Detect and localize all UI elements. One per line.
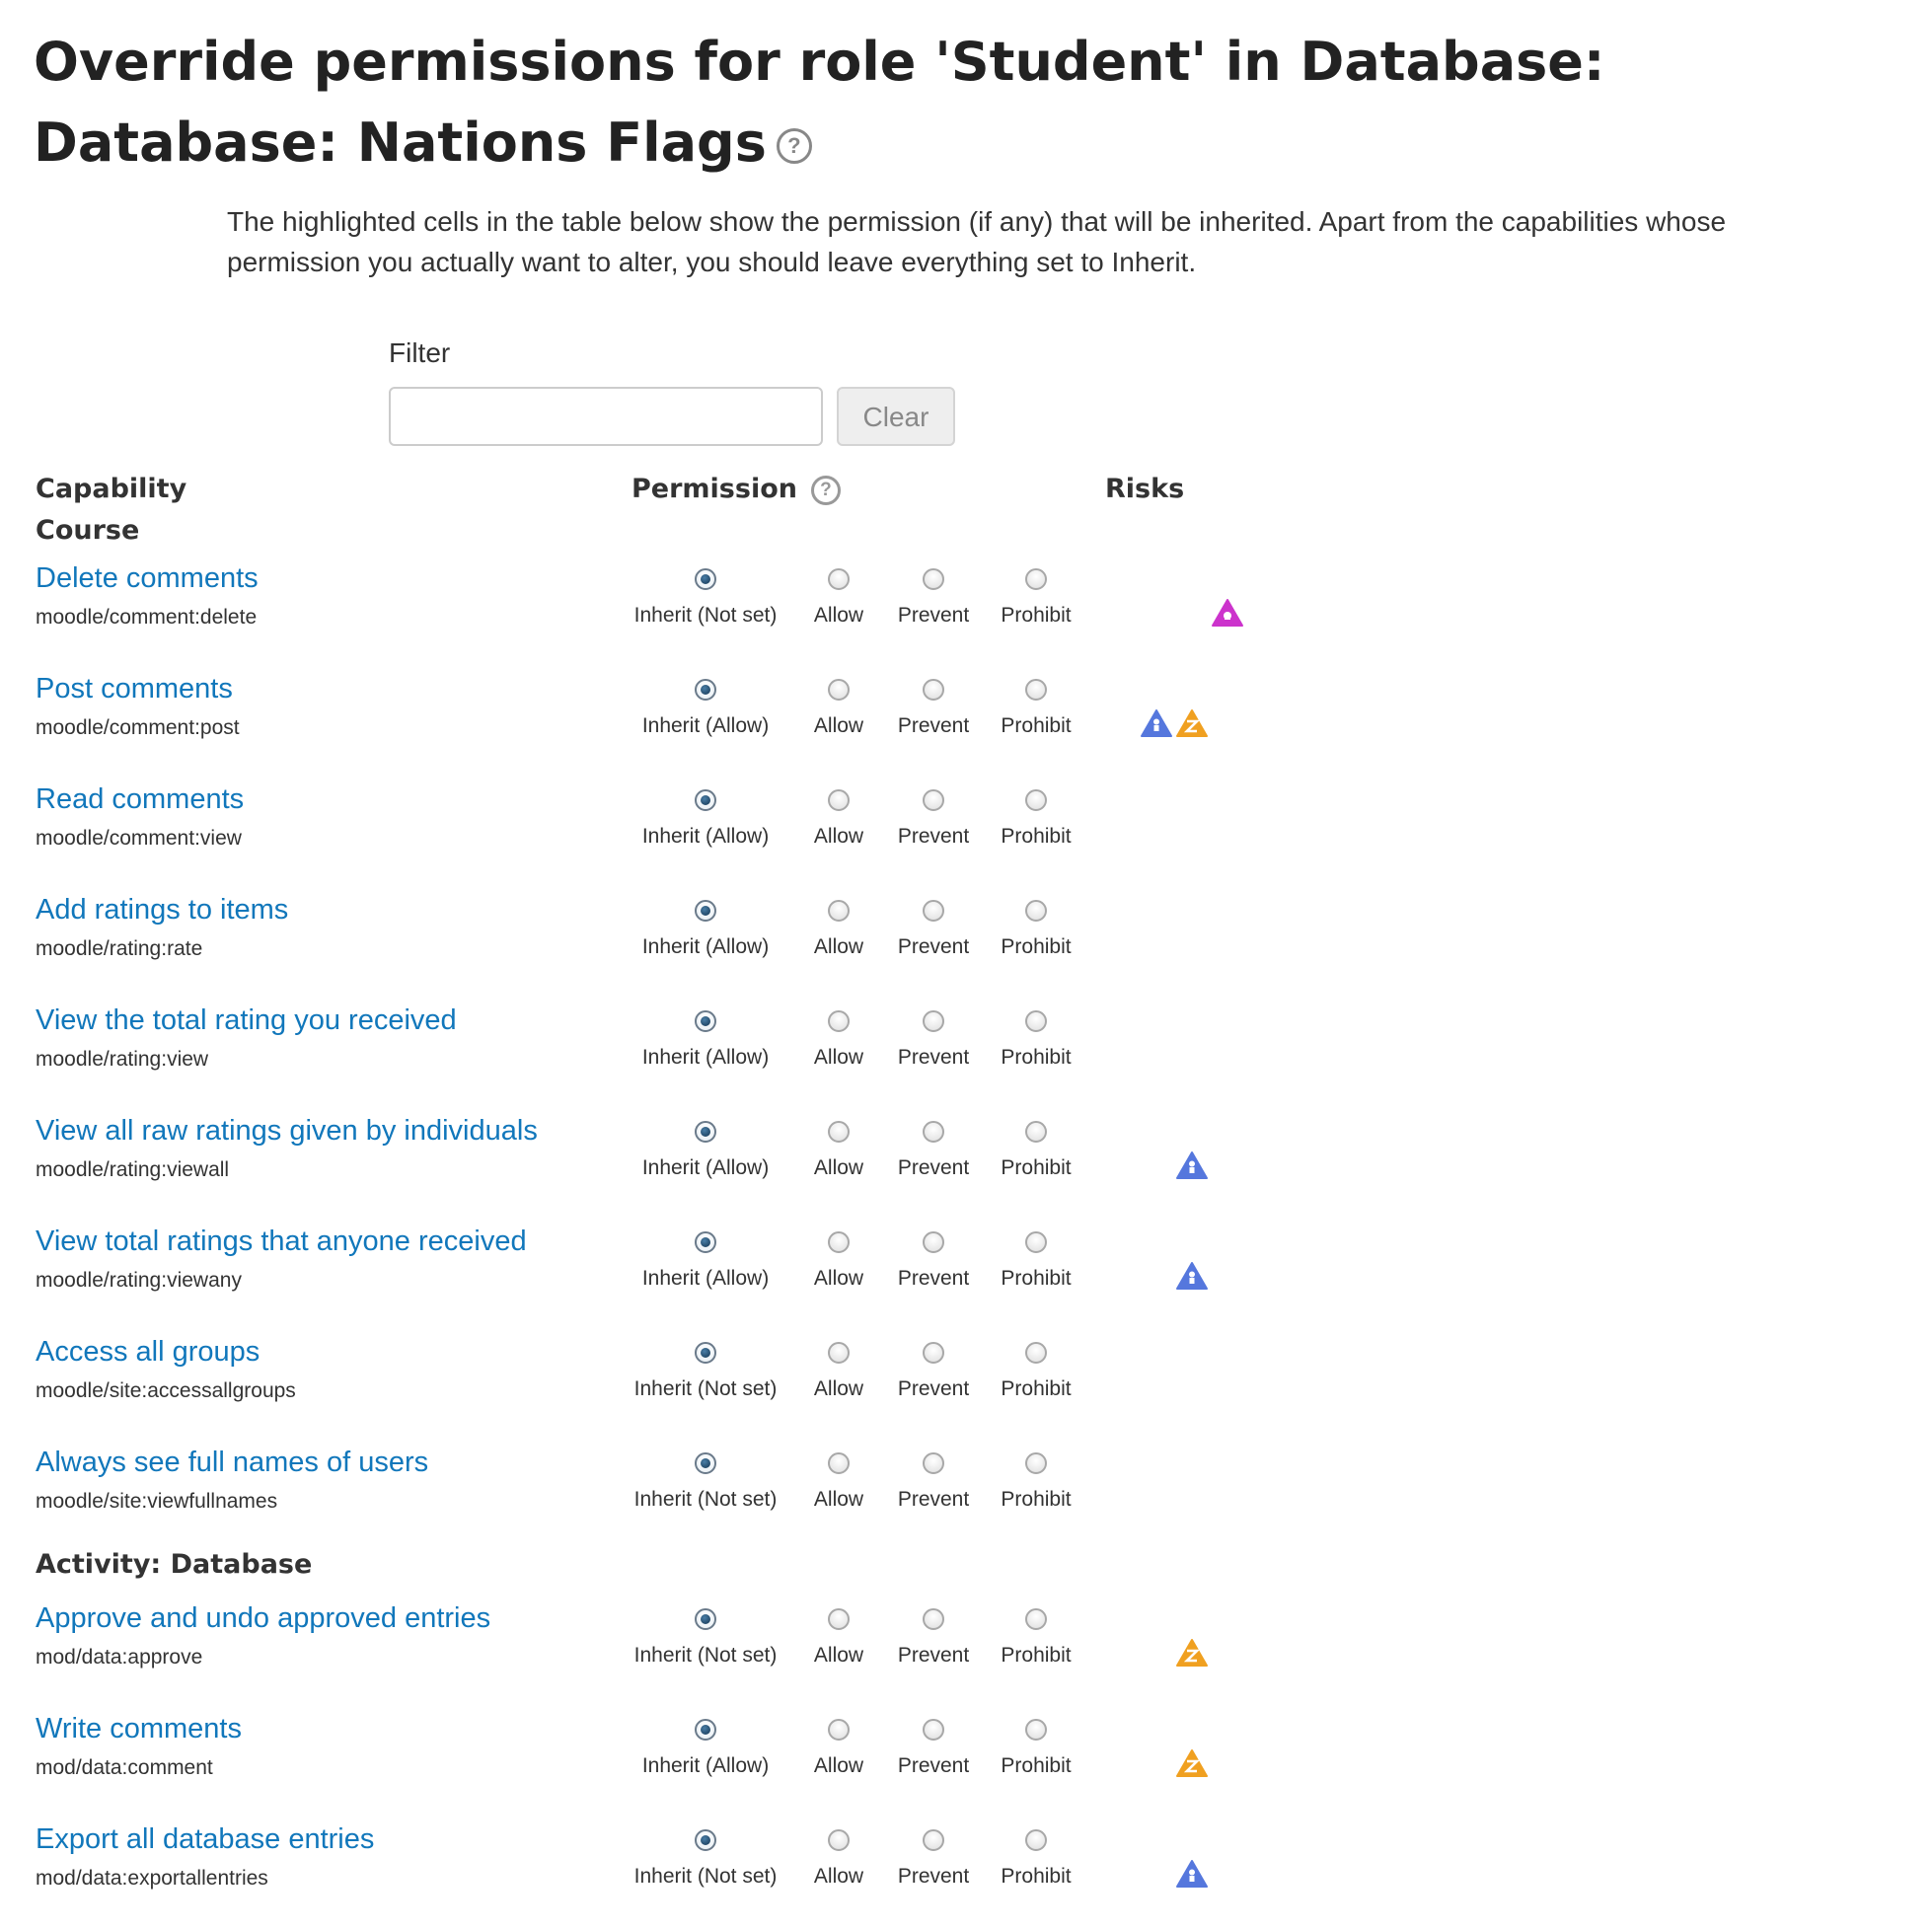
permission-radio-allow[interactable]: [828, 900, 850, 922]
permission-label-prevent: Prevent: [897, 1644, 970, 1667]
permission-option-prohibit[interactable]: [957, 779, 1115, 849]
permission-label-inherit: Inherit (Allow): [641, 825, 770, 848]
permission-radio-allow[interactable]: [828, 1608, 850, 1630]
permission-label-inherit: Inherit (Not set): [633, 1865, 778, 1888]
capability-row: [0, 1001, 1932, 1111]
permission-option-prohibit[interactable]: [957, 1222, 1115, 1291]
permission-radio-prohibit[interactable]: [1025, 679, 1047, 701]
page-title: [34, 22, 1908, 184]
capability-id: moodle/comment:post: [36, 716, 240, 739]
permission-label-prohibit: Prohibit: [1001, 604, 1072, 627]
permission-radio-prevent[interactable]: [923, 1231, 944, 1253]
permission-label-prevent: Prevent: [897, 1488, 970, 1511]
permission-label-prohibit: Prohibit: [1001, 1865, 1072, 1888]
risk-privacy-icon[interactable]: [1175, 1261, 1209, 1291]
capability-id: moodle/rating:viewany: [36, 1269, 242, 1292]
permission-label-prevent: Prevent: [897, 604, 970, 627]
permission-radio-prevent[interactable]: [923, 568, 944, 590]
permission-label-allow: Allow: [813, 1754, 864, 1777]
capability-row: [0, 1443, 1932, 1553]
permission-radio-prohibit[interactable]: [1025, 1342, 1047, 1364]
capability-link[interactable]: Write comments: [36, 1713, 242, 1744]
capability-id: moodle/rating:rate: [36, 937, 203, 960]
capability-link[interactable]: Export all database entries: [36, 1823, 375, 1855]
capability-id: mod/data:exportallentries: [36, 1867, 268, 1890]
capability-id: moodle/site:accessallgroups: [36, 1379, 296, 1402]
risks-header: Risks: [1105, 474, 1185, 504]
permission-label-allow: Allow: [813, 1267, 864, 1290]
permission-label-prevent: Prevent: [897, 935, 970, 958]
permission-label-allow: Allow: [813, 1156, 864, 1179]
permission-radio-prevent[interactable]: [923, 1342, 944, 1364]
capability-row: [0, 1819, 1932, 1930]
risk-spam-icon[interactable]: [1175, 1748, 1209, 1778]
capability-row: [0, 1111, 1932, 1222]
permission-radio-prevent[interactable]: [923, 1608, 944, 1630]
capability-id: moodle/comment:delete: [36, 606, 258, 629]
permission-option-prohibit[interactable]: [957, 1111, 1115, 1180]
capability-link[interactable]: Delete comments: [36, 562, 259, 594]
permission-radio-inherit[interactable]: [695, 1342, 716, 1364]
permission-label-allow: Allow: [813, 1644, 864, 1667]
permission-label-prohibit: Prohibit: [1001, 1377, 1072, 1400]
capability-link[interactable]: Access all groups: [36, 1336, 260, 1368]
risk-privacy-icon[interactable]: [1175, 1859, 1209, 1889]
permission-radio-prevent[interactable]: [923, 1121, 944, 1143]
clear-button[interactable]: Clear: [837, 387, 955, 446]
permission-radio-inherit[interactable]: [695, 1010, 716, 1032]
permission-label-prohibit: Prohibit: [1001, 935, 1072, 958]
permission-label-inherit: Inherit (Allow): [641, 1267, 770, 1290]
permission-radio-inherit[interactable]: [695, 679, 716, 701]
permission-label-prohibit: Prohibit: [1001, 1754, 1072, 1777]
permission-radio-prohibit[interactable]: [1025, 1452, 1047, 1474]
permission-radio-allow[interactable]: [828, 1121, 850, 1143]
permission-radio-allow[interactable]: [828, 789, 850, 811]
capability-row: [0, 1332, 1932, 1443]
permission-label-allow: Allow: [813, 825, 864, 848]
permission-radio-inherit[interactable]: [695, 1452, 716, 1474]
permission-label-prevent: Prevent: [897, 1156, 970, 1179]
permission-option-prohibit[interactable]: [957, 1819, 1115, 1889]
permission-radio-prevent[interactable]: [923, 900, 944, 922]
help-icon[interactable]: ?: [811, 476, 841, 505]
capability-row: [0, 1222, 1932, 1332]
permission-radio-prevent[interactable]: [923, 1452, 944, 1474]
permission-radio-prevent[interactable]: [923, 789, 944, 811]
capability-id: mod/data:approve: [36, 1646, 203, 1669]
permission-label-allow: Allow: [813, 1046, 864, 1069]
capability-row: [0, 779, 1932, 890]
permission-header: [632, 472, 841, 507]
permission-radio-prohibit[interactable]: [1025, 1608, 1047, 1630]
permission-radio-prohibit[interactable]: [1025, 1829, 1047, 1851]
permission-label-allow: Allow: [813, 1865, 864, 1888]
capability-link[interactable]: Post comments: [36, 673, 233, 705]
permission-radio-allow[interactable]: [828, 1719, 850, 1741]
permission-label-inherit: Inherit (Allow): [641, 1754, 770, 1777]
permission-radio-prohibit[interactable]: [1025, 1231, 1047, 1253]
permission-label-prevent: Prevent: [897, 1754, 970, 1777]
risk-privacy-icon[interactable]: [1140, 708, 1173, 738]
capability-link[interactable]: View all raw ratings given by individuals: [36, 1115, 538, 1147]
permission-label-prevent: Prevent: [897, 1865, 970, 1888]
permission-radio-allow[interactable]: [828, 568, 850, 590]
section-heading: Course: [36, 515, 140, 546]
permission-label-prohibit: Prohibit: [1001, 714, 1072, 737]
capability-id: moodle/site:viewfullnames: [36, 1490, 278, 1513]
permission-radio-inherit[interactable]: [695, 1231, 716, 1253]
capability-id: mod/data:comment: [36, 1756, 213, 1779]
filter-input[interactable]: [389, 387, 823, 446]
permission-label-allow: Allow: [813, 1377, 864, 1400]
capability-link[interactable]: Approve and undo approved entries: [36, 1602, 491, 1634]
permission-option-prohibit[interactable]: [957, 1443, 1115, 1512]
permission-label-inherit: Inherit (Allow): [641, 935, 770, 958]
permission-radio-prevent[interactable]: [923, 1010, 944, 1032]
permission-radio-allow[interactable]: [828, 1452, 850, 1474]
permission-radio-prohibit[interactable]: [1025, 900, 1047, 922]
permission-header-label: Permission: [632, 474, 797, 504]
permission-radio-inherit[interactable]: [695, 1719, 716, 1741]
permission-label-inherit: Inherit (Allow): [641, 714, 770, 737]
capability-link[interactable]: View total ratings that anyone received: [36, 1225, 527, 1257]
permission-radio-prohibit[interactable]: [1025, 1719, 1047, 1741]
permission-radio-inherit[interactable]: [695, 900, 716, 922]
help-icon[interactable]: ?: [777, 128, 812, 164]
capability-row: [0, 890, 1932, 1001]
permission-option-prohibit[interactable]: [957, 1332, 1115, 1401]
permission-radio-prohibit[interactable]: [1025, 1010, 1047, 1032]
permission-radio-allow[interactable]: [828, 1231, 850, 1253]
permission-radio-prevent[interactable]: [923, 1829, 944, 1851]
permission-radio-inherit[interactable]: [695, 568, 716, 590]
intro-text: The highlighted cells in the table below show the permission (if any) that will be inherited. Apart from the capabilities whose permission you actually want to alter, you should leave everything set to Inherit.: [227, 206, 1727, 277]
permission-label-prevent: Prevent: [897, 1267, 970, 1290]
permission-label-allow: Allow: [813, 1488, 864, 1511]
permission-label-prohibit: Prohibit: [1001, 1267, 1072, 1290]
filter-label: Filter: [389, 337, 451, 368]
capability-row: [0, 1598, 1932, 1709]
permission-label-prevent: Prevent: [897, 1046, 970, 1069]
capability-link[interactable]: Add ratings to items: [36, 894, 289, 926]
permission-option-prohibit[interactable]: [957, 669, 1115, 738]
permission-option-prohibit[interactable]: [957, 1598, 1115, 1668]
capability-row: [0, 1709, 1932, 1819]
permission-radio-allow[interactable]: [828, 679, 850, 701]
risk-spam-icon[interactable]: [1175, 708, 1209, 738]
permission-radio-allow[interactable]: [828, 1010, 850, 1032]
permission-label-prohibit: Prohibit: [1001, 825, 1072, 848]
permission-radio-inherit[interactable]: [695, 1829, 716, 1851]
capability-id: moodle/rating:viewall: [36, 1158, 230, 1181]
capability-id: moodle/rating:view: [36, 1048, 209, 1071]
permission-label-prevent: Prevent: [897, 714, 970, 737]
capability-header: Capability: [36, 474, 187, 504]
permission-radio-inherit[interactable]: [695, 1121, 716, 1143]
permission-label-prohibit: Prohibit: [1001, 1644, 1072, 1667]
permission-radio-inherit[interactable]: [695, 1608, 716, 1630]
permission-label-inherit: Inherit (Allow): [641, 1046, 770, 1069]
risk-spam-icon[interactable]: [1175, 1638, 1209, 1668]
capability-link[interactable]: Read comments: [36, 783, 245, 815]
permission-option-prohibit[interactable]: [957, 1001, 1115, 1070]
capability-row: [0, 558, 1932, 669]
permission-option-prohibit[interactable]: [957, 890, 1115, 959]
permission-radio-prohibit[interactable]: [1025, 568, 1047, 590]
permission-radio-prevent[interactable]: [923, 1719, 944, 1741]
permission-label-prevent: Prevent: [897, 1377, 970, 1400]
permission-option-prohibit[interactable]: [957, 1709, 1115, 1778]
permission-label-allow: Allow: [813, 604, 864, 627]
capability-row: [0, 669, 1932, 779]
permission-label-allow: Allow: [813, 935, 864, 958]
risk-xss-icon[interactable]: [1211, 598, 1244, 628]
permission-radio-prohibit[interactable]: [1025, 1121, 1047, 1143]
capability-id: moodle/comment:view: [36, 827, 242, 850]
risk-privacy-icon[interactable]: [1175, 1151, 1209, 1180]
permission-radio-allow[interactable]: [828, 1342, 850, 1364]
permission-label-prohibit: Prohibit: [1001, 1046, 1072, 1069]
permission-label-prevent: Prevent: [897, 825, 970, 848]
page-title-text: Override permissions for role 'Student' in Database: Database: Nations Flags: [34, 31, 1605, 174]
capability-link[interactable]: View the total rating you received: [36, 1004, 457, 1036]
permission-label-inherit: Inherit (Not set): [633, 1377, 778, 1400]
permission-radio-prohibit[interactable]: [1025, 789, 1047, 811]
section-heading: Activity: Database: [36, 1549, 313, 1580]
permission-label-inherit: Inherit (Not set): [633, 1488, 778, 1511]
permission-label-inherit: Inherit (Not set): [633, 1644, 778, 1667]
permission-label-allow: Allow: [813, 714, 864, 737]
permission-label-inherit: Inherit (Allow): [641, 1156, 770, 1179]
permission-label-inherit: Inherit (Not set): [633, 604, 778, 627]
capability-link[interactable]: Always see full names of users: [36, 1447, 429, 1478]
permission-radio-allow[interactable]: [828, 1829, 850, 1851]
permission-label-prohibit: Prohibit: [1001, 1156, 1072, 1179]
permission-radio-prevent[interactable]: [923, 679, 944, 701]
permission-radio-inherit[interactable]: [695, 789, 716, 811]
permission-option-prohibit[interactable]: [957, 558, 1115, 628]
permission-label-prohibit: Prohibit: [1001, 1488, 1072, 1511]
